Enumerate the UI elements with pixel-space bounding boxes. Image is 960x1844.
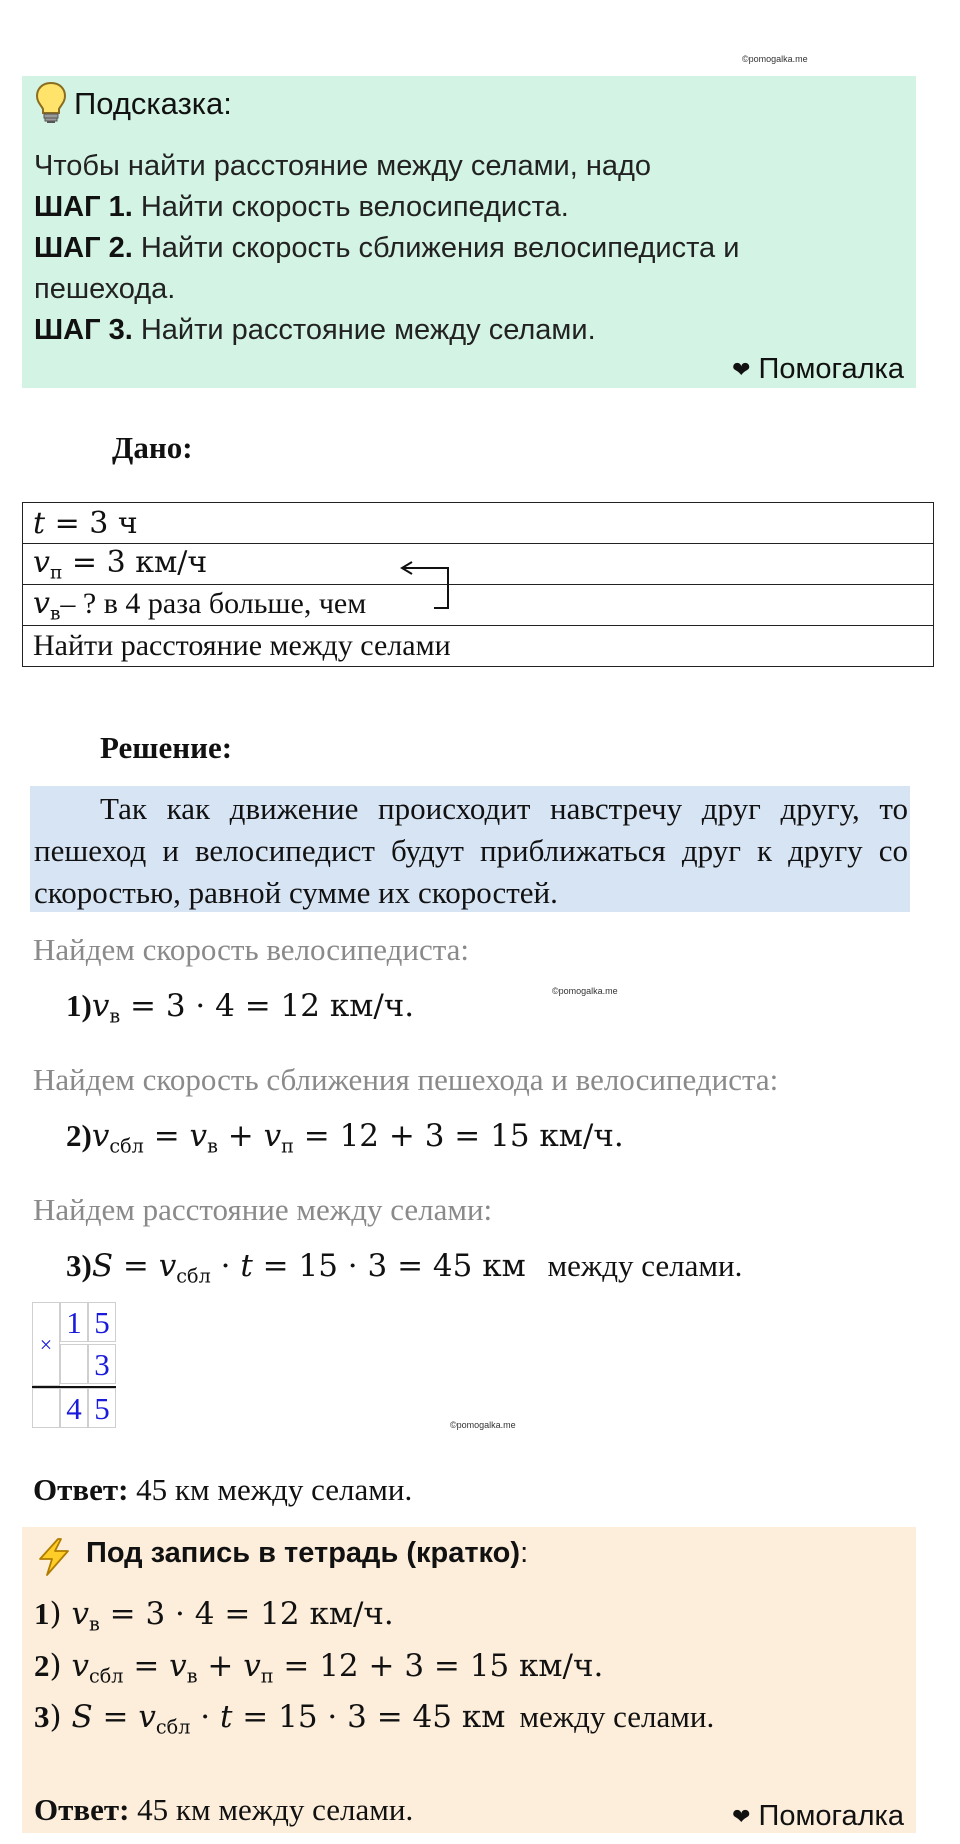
arrow-icon xyxy=(396,556,456,616)
watermark: ©pomogalka.me xyxy=(552,986,618,996)
notebook-line: 3) $S = v_{сбл} \cdot t = 15 \cdot 3 = 45$ км между селами. xyxy=(34,1699,715,1740)
heart-icon: ❤ xyxy=(732,1803,751,1829)
given-row: $v_п = 3$ км/ч xyxy=(23,544,934,585)
brand-label: ❤ Помогалка xyxy=(732,353,904,385)
multiply-sign: × xyxy=(32,1302,60,1386)
hint-title: Подсказка: xyxy=(74,86,232,121)
given-table xyxy=(22,502,934,667)
watermark: ©pomogalka.me xyxy=(450,1420,516,1430)
given-title: Дано: xyxy=(112,430,193,465)
notebook-box xyxy=(22,1527,916,1833)
hint-step: ШАГ 3. Найти расстояние между селами. xyxy=(34,314,596,346)
given-row: $v_в-$ ? в 4 раза больше, чем xyxy=(23,585,934,626)
notebook-line: 1) $v_в = 3 \cdot 4 = 12$ км/ч. xyxy=(34,1596,394,1636)
hint-step: пешехода. xyxy=(34,273,176,305)
given-row: t = 3 ч xyxy=(23,503,934,544)
lightbulb-icon xyxy=(34,80,68,129)
step-caption: Найдем скорость велосипедиста: xyxy=(33,932,470,967)
watermark: ©pomogalka.me xyxy=(742,54,808,64)
step-formula: $2)v_{сбл} = v_в + v_п = 12 + 3 = 15$ км/ч. xyxy=(66,1118,624,1158)
step-formula: $3)S = v_{сбл} \cdot t = 15 \cdot 3 = 45$ км между селами. xyxy=(66,1248,743,1288)
given-row: Найти расстояние между селами xyxy=(23,626,934,667)
hint-box xyxy=(22,76,916,388)
notebook-answer: Ответ: 45 км между селами. xyxy=(34,1792,414,1828)
brand-label: ❤ Помогалка xyxy=(732,1800,904,1832)
step-formula: $1)v_в = 3 \cdot 4 = 12$ км/ч. xyxy=(66,988,415,1028)
lightning-icon xyxy=(34,1537,74,1582)
solution-title: Решение: xyxy=(100,730,233,765)
notebook-title: Под запись в тетрадь (кратко): xyxy=(86,1537,529,1569)
hint-intro: Чтобы найти расстояние между селами, надо xyxy=(34,150,652,182)
notebook-line: 2) $v_{сбл} = v_в + v_п = 12 + 3 = 15$ км/ч. xyxy=(34,1647,604,1688)
answer: Ответ: 45 км между селами. xyxy=(33,1472,413,1507)
heart-icon: ❤ xyxy=(732,356,751,382)
step-caption: Найдем скорость сближения пешехода и велосипедиста: xyxy=(33,1062,779,1097)
solution-explanation: Так как движение происходит навстречу друг другу, то пешеход и велосипедист будут приближаться друг к другу со скоростью, равной сумме их скоростей. xyxy=(34,791,908,910)
hint-step: ШАГ 1. Найти скорость велосипедиста. xyxy=(34,191,569,223)
step-caption: Найдем расстояние между селами: xyxy=(33,1192,493,1227)
hint-step: ШАГ 2. Найти скорость сближения велосипедиста и xyxy=(34,232,740,264)
